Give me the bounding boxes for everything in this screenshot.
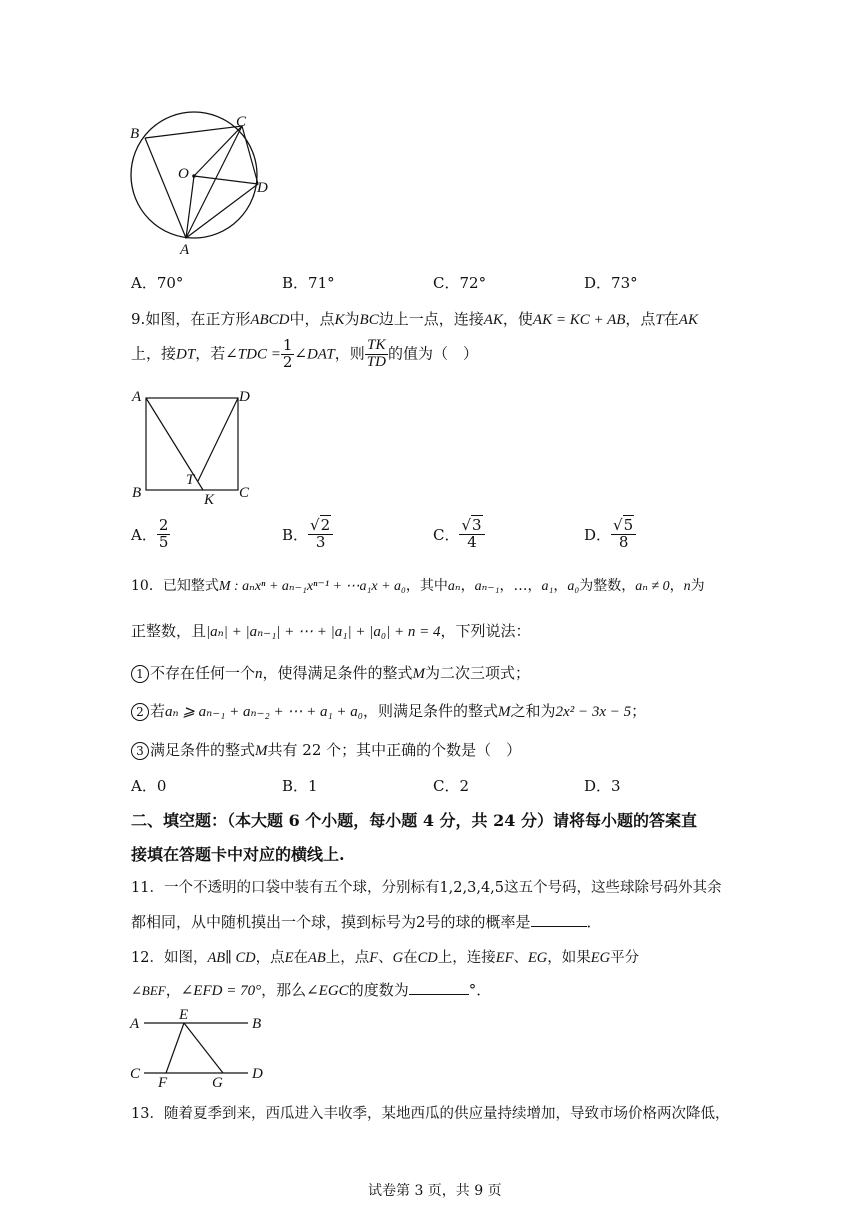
- q11-line1: 11．一个不透明的口袋中装有五个球，分别标有1,2,3,4,5这五个号码，这些球除号码外其余: [131, 880, 722, 896]
- q9-line1: [131, 308, 698, 329]
- q12-parallel-lines-figure: [126, 1008, 276, 1093]
- q9-option-a: [131, 518, 170, 551]
- option-label: A．: [131, 274, 157, 292]
- denominator: TD: [366, 353, 386, 370]
- text: 上，连接: [437, 950, 496, 966]
- text: ，点: [625, 310, 656, 328]
- text: ，: [460, 578, 475, 594]
- denominator: 4: [467, 532, 477, 551]
- circled-number: 3: [131, 742, 149, 760]
- q10-statement-2: [131, 700, 646, 721]
- text: ，下列说法：: [440, 622, 531, 640]
- label-a: A: [130, 1016, 140, 1032]
- text: 满足条件的整式: [150, 741, 256, 759]
- math: E: [284, 950, 294, 966]
- math: aₙ ⩾ aₙ₋₁ + aₙ₋₂ + ⋯ + a₁ + a₀: [165, 704, 364, 720]
- numerator: TK: [365, 338, 388, 355]
- option-fraction: [157, 518, 171, 551]
- circled-number: 1: [131, 665, 149, 683]
- q10-option-a: [131, 775, 166, 796]
- label-k: K: [204, 492, 215, 508]
- option-label: D．: [584, 274, 612, 292]
- math: 2x² − 3x − 5: [555, 704, 632, 720]
- option-value: 0: [156, 777, 167, 795]
- q9-line2: [131, 338, 478, 371]
- q8-option-b: [282, 272, 335, 293]
- math: ∠TDC =: [225, 346, 281, 363]
- q10-statement-3: [131, 739, 521, 760]
- numerator: √5: [611, 518, 636, 535]
- numerator: √3: [459, 518, 484, 535]
- text: 的值为（ ）: [387, 344, 478, 363]
- math: AB∥ CD: [207, 950, 256, 966]
- option-label: D．: [584, 525, 612, 544]
- segment-oc: [194, 126, 242, 176]
- segment-ac: [186, 126, 242, 238]
- text: ；: [631, 702, 647, 720]
- text: 若: [150, 702, 166, 720]
- text: 的度数为: [348, 981, 409, 999]
- option-label: C．: [433, 274, 460, 292]
- option-fraction: [459, 518, 484, 551]
- text: ，那么: [261, 981, 307, 999]
- label-d: D: [252, 1066, 263, 1082]
- option-label: C．: [433, 525, 460, 544]
- text: 、: [378, 950, 393, 966]
- math: a₁: [541, 579, 554, 594]
- option-label: B．: [282, 274, 309, 292]
- text: 正整数，且: [131, 622, 207, 640]
- answer-blank[interactable]: [531, 912, 587, 927]
- label-t: T: [186, 472, 195, 488]
- math: ∠EFD = 70°: [180, 983, 262, 999]
- q10-option-b: [282, 775, 318, 796]
- math: aₙ ≠ 0: [635, 579, 670, 594]
- q10-line1: [131, 575, 705, 595]
- radicand: 5: [623, 516, 634, 534]
- text: 共有 22 个；其中正确的个数是（ ）: [267, 741, 522, 759]
- label-e: E: [179, 1008, 189, 1023]
- text: 边上一点，连接: [378, 310, 484, 328]
- q8-option-c: [433, 272, 486, 293]
- option-value: 70°: [156, 274, 184, 292]
- math: BC: [359, 312, 379, 328]
- q9-number: 9.: [131, 310, 146, 328]
- segment-od: [194, 176, 258, 184]
- segment-ak: [146, 398, 203, 490]
- label-b: B: [252, 1016, 262, 1032]
- math: n: [683, 579, 691, 594]
- math: ∠EGC: [306, 983, 349, 999]
- text: 在: [403, 950, 418, 966]
- text: 、: [513, 950, 528, 966]
- option-label: A．: [131, 525, 157, 544]
- text: ，…，: [499, 578, 542, 594]
- segment-dt: [198, 398, 238, 481]
- q10-option-d: [584, 775, 621, 796]
- radicand: 2: [320, 516, 331, 534]
- label-d: D: [257, 180, 268, 196]
- text: 为二次三项式；: [425, 664, 531, 682]
- text: 为: [690, 578, 705, 594]
- math: DT: [176, 346, 196, 363]
- math: ∠BEF: [131, 983, 166, 998]
- option-value: 72°: [459, 274, 487, 292]
- denominator: 8: [618, 532, 629, 551]
- q9-square-figure: [126, 385, 266, 510]
- math: CD: [417, 950, 438, 966]
- text: ，若: [195, 344, 226, 363]
- denominator: 3: [315, 532, 326, 551]
- option-label: A．: [131, 777, 157, 795]
- text: ，: [669, 578, 684, 594]
- text: 之和为: [510, 702, 556, 720]
- text: 上，接: [131, 344, 177, 363]
- text: ，: [165, 981, 181, 999]
- denominator: 2: [282, 352, 293, 371]
- text: ，其中: [405, 578, 448, 594]
- denominator: 5: [158, 532, 169, 551]
- q8-circle-figure: [120, 110, 290, 260]
- label-b: B: [130, 126, 140, 142]
- q12-line2: [131, 979, 491, 1000]
- text: ，则满足条件的整式: [363, 702, 499, 720]
- circled-number: 2: [131, 703, 149, 721]
- option-value: 2: [459, 777, 470, 795]
- text: ．: [586, 913, 602, 931]
- label-g: G: [212, 1075, 223, 1091]
- math: EG: [527, 950, 548, 966]
- math: T: [655, 312, 664, 328]
- label-c: C: [236, 114, 247, 130]
- math: M: [498, 704, 511, 720]
- text: 都相同，从中随机摸出一个球，摸到标号为2号的球的概率是: [131, 913, 531, 931]
- numerator: √2: [308, 518, 333, 535]
- math: AK: [678, 312, 698, 328]
- q13-line1: 13．随着夏季到来，西瓜进入丰收季，某地西瓜的供应量持续增加，导致市场价格两次降低，: [131, 1106, 730, 1122]
- option-value: 1: [308, 777, 318, 795]
- option-label: B．: [282, 777, 309, 795]
- option-label: B．: [282, 525, 309, 544]
- math: ∠DAT: [294, 346, 335, 363]
- label-o: O: [178, 166, 189, 182]
- text: ，点: [255, 950, 285, 966]
- fraction-tk-td: [365, 338, 388, 371]
- math: |aₙ| + |aₙ₋₁| + ⋯ + |a₁| + |a₀| + n = 4: [206, 624, 441, 640]
- label-c: C: [130, 1066, 141, 1082]
- q8-option-a: [131, 272, 183, 293]
- segment-ef: [166, 1023, 184, 1073]
- q8-option-d: [584, 272, 638, 293]
- math: G: [392, 950, 404, 966]
- text: ，如果: [547, 950, 591, 966]
- math: AK: [483, 312, 503, 328]
- text: 为整数，: [579, 578, 636, 594]
- page-footer: 试卷第 3 页，共 9 页: [368, 1183, 502, 1199]
- q10-option-c: [433, 775, 469, 796]
- math: n: [255, 666, 263, 682]
- text: ，: [553, 578, 568, 594]
- section2-heading-line1: 二、填空题：（本大题 6 个小题，每小题 4 分，共 24 分）请将每小题的答案直: [131, 811, 697, 830]
- label-b: B: [132, 485, 142, 501]
- math: K: [334, 312, 345, 328]
- text: 12．如图，: [131, 950, 208, 966]
- text: 在: [293, 950, 308, 966]
- math: aₙ: [447, 579, 461, 594]
- option-label: D．: [584, 777, 612, 795]
- math: M: [412, 666, 426, 682]
- text: ，使: [502, 310, 533, 328]
- label-a: A: [180, 242, 190, 258]
- numerator: 2: [158, 516, 169, 534]
- text: 在: [663, 310, 679, 328]
- point-o: [192, 174, 196, 178]
- q12-line1: [131, 946, 639, 967]
- label-c: C: [239, 485, 250, 501]
- label-d: D: [239, 389, 250, 405]
- text: 平分: [610, 950, 640, 966]
- math: ABCD: [250, 312, 290, 328]
- option-label: C．: [433, 777, 460, 795]
- q9-option-b: [282, 518, 333, 551]
- text: 如图，在正方形: [145, 310, 251, 328]
- text: °．: [468, 981, 492, 999]
- section2-heading-line2: 接填在答题卡中对应的横线上.: [131, 845, 345, 864]
- answer-blank[interactable]: [409, 980, 469, 995]
- radicand: 3: [472, 516, 482, 534]
- fraction-half: [281, 338, 295, 371]
- math: EF: [495, 950, 514, 966]
- text: 上，点: [325, 950, 370, 966]
- math: M : aₙxⁿ + aₙ₋₁xⁿ⁻¹ + ⋯a₁x + a₀: [218, 579, 406, 594]
- option-value: 3: [611, 777, 621, 795]
- label-a: A: [132, 389, 142, 405]
- math: aₙ₋₁: [474, 579, 500, 594]
- segment-eg: [184, 1023, 223, 1073]
- q11-line2: [131, 911, 602, 932]
- numerator: 1: [282, 336, 293, 354]
- q9-option-c: [433, 518, 485, 551]
- math: EG: [590, 950, 611, 966]
- q10-line2: [131, 620, 530, 641]
- text: 不存在任何一个: [150, 664, 256, 682]
- text: ，则: [334, 344, 365, 363]
- text: 10．已知整式: [131, 578, 219, 594]
- math: AB: [308, 950, 326, 966]
- q9-option-d: [584, 518, 636, 551]
- text: 中，点: [289, 310, 335, 328]
- option-value: 71°: [308, 274, 335, 292]
- option-value: 73°: [611, 274, 638, 292]
- math: M: [255, 743, 268, 759]
- math: AK = KC + AB: [532, 312, 626, 328]
- text: 为: [344, 310, 360, 328]
- q10-statement-1: [131, 662, 530, 683]
- math: a₀: [567, 579, 580, 594]
- option-fraction: [308, 518, 333, 551]
- text: ，使得满足条件的整式: [262, 664, 413, 682]
- option-fraction: [611, 518, 636, 551]
- math: F: [369, 950, 379, 966]
- label-f: F: [158, 1075, 168, 1091]
